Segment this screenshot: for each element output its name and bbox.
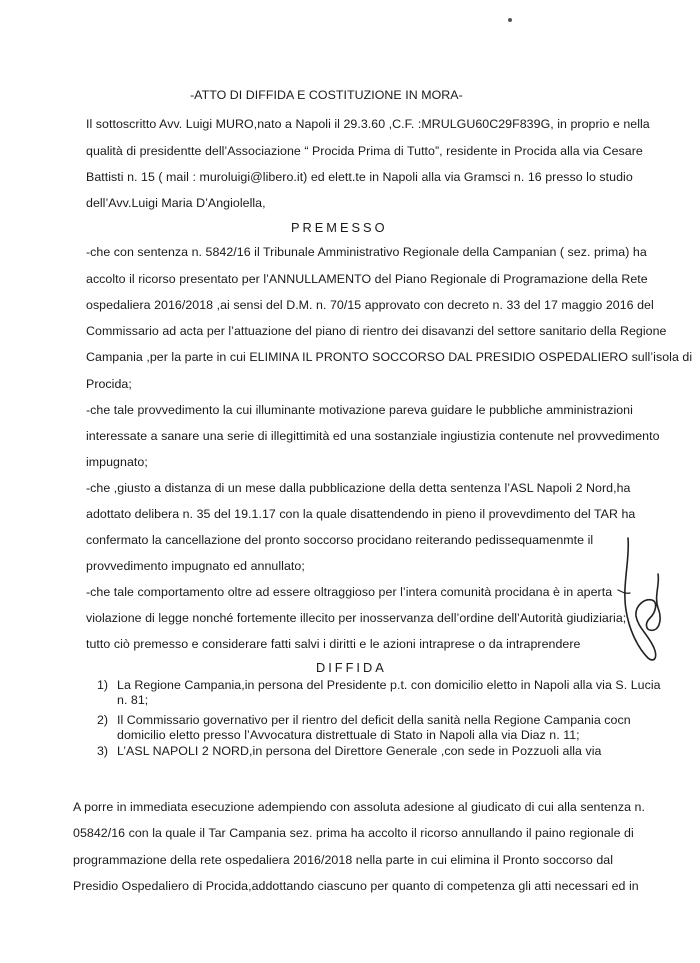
list-item-line: n. 81; — [117, 693, 149, 707]
intro-line: Il sottoscritto Avv. Luigi MURO,nato a Napoli il 29.3.60 ,C.F. :MRULGU60C29F839G, in proprio e nella — [86, 117, 650, 131]
premesso-line: confermato la cancellazione del pronto soccorso procidano reiterando pedissequamenmte il — [86, 533, 594, 547]
closing-line: A porre in immediata esecuzione adempiendo con assoluta adesione al giudicato di cui alla sentenza n. — [73, 800, 645, 814]
list-number: 2) — [97, 713, 109, 727]
scan-speck — [508, 18, 512, 22]
premesso-line: Commissario ad acta per l’attuazione del piano di rientro dei disavanzi del settore sanitario della Regione — [86, 324, 667, 338]
premesso-heading: PREMESSO — [291, 220, 388, 235]
premesso-line: tutto ciò premesso e considerare fatti salvi i diritti e le azioni intraprese o da intraprendere — [86, 637, 581, 651]
premesso-line: ospedaliera 2016/2018 ,ai sensi del D.M. n. 70/15 approvato con decreto n. 33 del 17 maggio 2016 del — [86, 298, 654, 312]
list-item-line: La Regione Campania,in persona del Presidente p.t. con domicilio eletto in Napoli alla via S. Lucia — [117, 678, 661, 692]
closing-line: Presidio Ospedaliero di Procida,addottando ciascuno per quanto di competenza gli atti necessari ed in — [73, 879, 639, 893]
intro-line: Battisti n. 15 ( mail : muroluigi@libero.it) ed elett.te in Napoli alla via Gramsci n. 16 presso lo studio — [86, 170, 633, 184]
premesso-line: Procida; — [86, 377, 132, 391]
premesso-line: -che con sentenza n. 5842/16 il Tribunale Amministrativo Regionale della Campanian ( sez. prima) ha — [86, 245, 647, 259]
premesso-line: accolto il ricorso presentato per l’ANNULLAMENTO del Piano Regionale di Programazione della Rete — [86, 272, 648, 286]
document-title: -ATTO DI DIFFIDA E COSTITUZIONE IN MORA- — [190, 88, 463, 102]
premesso-line: -che tale provvedimento la cui illuminante motivazione pareva guidare le pubbliche amministrazioni — [86, 403, 633, 417]
intro-line: qualità di presidentte dell’Associazione “ Procida Prima di Tutto”, residente in Procida alla via Cesare — [86, 144, 643, 158]
list-number: 3) — [97, 744, 109, 758]
closing-line: programmazione della rete ospedaliera 2016/2018 nella parte in cui elimina il Pronto soccorso dal — [73, 853, 614, 867]
premesso-line: violazione di legge nonché fortemente illecito per inosservanza dell’ordine dell’Autorità giudiziaria; — [86, 611, 627, 625]
premesso-line: impugnato; — [86, 455, 148, 469]
list-number: 1) — [97, 678, 109, 692]
handwritten-signature — [608, 530, 668, 670]
premesso-line: -che tale comportamento oltre ad essere oltraggioso per l’intera comunità procidana è in aperta — [86, 585, 613, 599]
list-item-line: domicilio eletto presso l’Avvocatura distrettuale di Stato in Napoli alla via Diaz n. 11; — [117, 728, 580, 742]
premesso-line: provvedimento impugnato ed annullato; — [86, 559, 305, 573]
premesso-line: interessate a sanare una serie di illegittimità ed una sostanziale ingiustizia contenute nel provvedimento — [86, 429, 660, 443]
premesso-line: -che ,giusto a distanza di un mese dalla pubblicazione della detta sentenza l’ASL Napoli 2 Nord,ha — [86, 481, 631, 495]
premesso-line: Campania ,per la parte in cui ELIMINA IL PRONTO SOCCORSO DAL PRESIDIO OSPEDALIERO sull’isola di — [86, 350, 693, 364]
closing-line: 05842/16 con la quale il Tar Campania sez. prima ha accolto il ricorso annullando il paino regionale di — [73, 826, 634, 840]
list-item-line: L’ASL NAPOLI 2 NORD,in persona del Direttore Generale ,con sede in Pozzuoli alla via — [117, 744, 602, 758]
list-item-line: Il Commissario governativo per il rientro del deficit della sanità nella Regione Campania cocn — [117, 713, 631, 727]
premesso-line: adottato delibera n. 35 del 19.1.17 con la quale disattendendo in pieno il provevdimento del TAR ha — [86, 507, 636, 521]
diffida-heading: DIFFIDA — [316, 660, 387, 675]
intro-line: dell’Avv.Luigi Maria D’Angiolella, — [86, 196, 266, 210]
